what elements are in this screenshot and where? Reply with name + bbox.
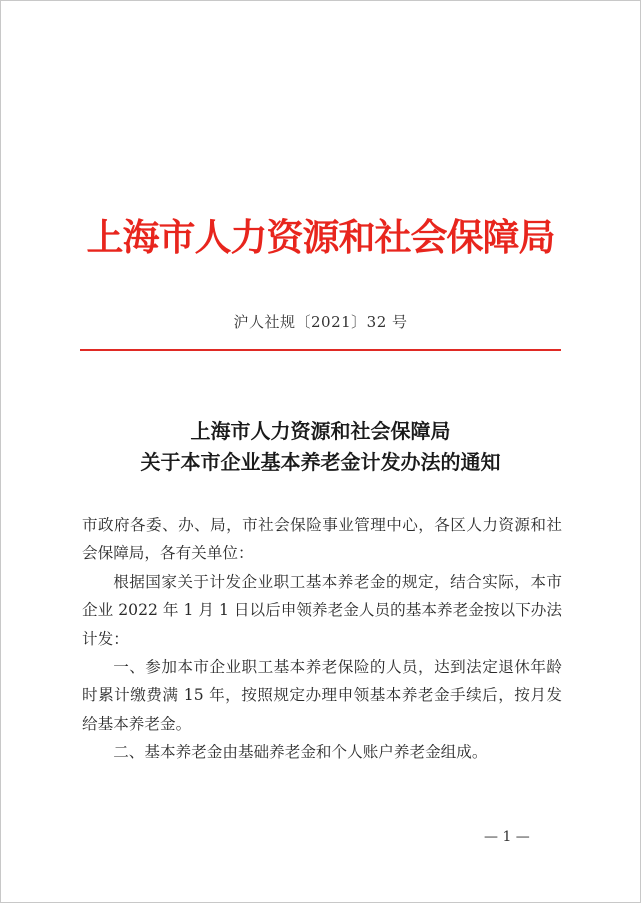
notice-title-line-2: 关于本市企业基本养老金计发办法的通知 (140, 450, 501, 474)
notice-title (0, 416, 641, 478)
paragraph-item-2: 二、基本养老金由基础养老金和个人账户养老金组成。 (113, 743, 488, 762)
red-divider-line (80, 349, 561, 351)
paragraph-intro: 根据国家关于计发企业职工基本养老金的规定，结合实际，本市企业 2022 年 1 月 1 日以后申领养老金人员的基本养老金按以下办法计发： (82, 572, 562, 648)
notice-body (82, 511, 562, 767)
notice-title-line-1: 上海市人力资源和社会保障局 (190, 419, 451, 443)
paragraph-item-1: 一、参加本市企业职工基本养老保险的人员，达到法定退休年龄时累计缴费满 15 年，按照规定办理申领基本养老金手续后，按月发给基本养老金。 (82, 658, 562, 733)
issuer-red-header: 上海市人力资源和社会保障局 (86, 215, 555, 259)
addressee: 市政府各委、办、局，市社会保险事业管理中心，各区人力资源和社会保障局，各有关单位： (82, 516, 562, 563)
page-number: — 1 — (484, 829, 530, 845)
document-number: 沪人社规〔2021〕32 号 (233, 313, 408, 331)
